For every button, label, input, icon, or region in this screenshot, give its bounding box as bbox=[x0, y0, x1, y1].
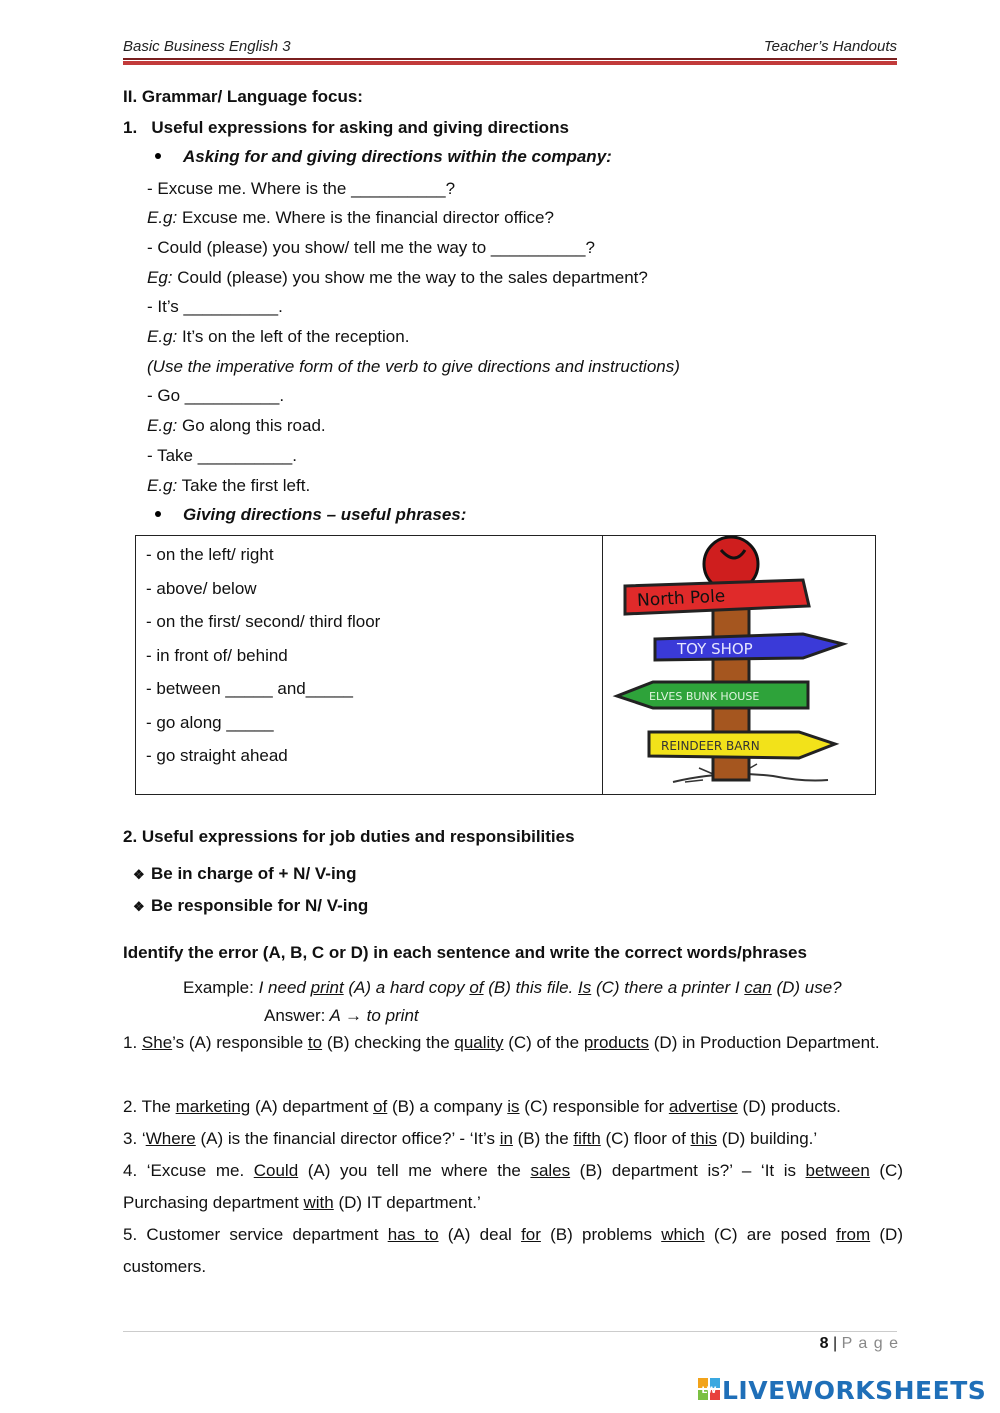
example-line: E.g: Go along this road. bbox=[147, 416, 326, 435]
footer-rule bbox=[123, 1331, 897, 1332]
sign-toy-shop: TOY SHOP bbox=[677, 640, 753, 658]
example-line: E.g: Excuse me. Where is the financial director office? bbox=[147, 208, 554, 227]
exercise-answer: Answer: A → to print bbox=[264, 1006, 419, 1025]
diamond-bullet-icon: ❖ bbox=[133, 867, 145, 882]
phrase-item: - go along _____ bbox=[146, 712, 274, 732]
bullet-dot-icon bbox=[155, 153, 161, 159]
question-1: 1. She’s (A) responsible to (B) checking the quality (C) of the products (D) in Production Department. bbox=[123, 1033, 880, 1052]
question-5: 5. Customer service department has to (A) deal for (B) problems which (C) are posed from (D) customers. bbox=[123, 1225, 903, 1276]
sign-elves-bunk-house: ELVES BUNK HOUSE bbox=[649, 690, 760, 703]
signpost-cell bbox=[603, 536, 876, 795]
subsection-1-title: 1. Useful expressions for asking and giving directions bbox=[123, 118, 569, 137]
expression-line: - Go __________. bbox=[147, 386, 285, 405]
logo-badge-text: LW bbox=[701, 1385, 717, 1396]
phrase-item: - above/ below bbox=[146, 578, 257, 598]
bullet-asking-directions: Asking for and giving directions within the company: bbox=[155, 147, 612, 167]
expression-line: - Take __________. bbox=[147, 446, 297, 465]
expression-line: - Excuse me. Where is the __________? bbox=[147, 179, 456, 198]
logo-badge-icon bbox=[698, 1378, 720, 1400]
phrase-item: - between _____ and_____ bbox=[146, 679, 354, 698]
page-number: 8 | P a g e bbox=[819, 1335, 899, 1352]
header-rule-thick bbox=[123, 61, 897, 65]
subsection-2-title: 2. Useful expressions for job duties and responsibilities bbox=[123, 827, 575, 846]
sign-north-pole: North Pole bbox=[636, 586, 726, 611]
example-line: E.g: It’s on the left of the reception. bbox=[147, 327, 410, 346]
phrase-item: - on the left/ right bbox=[146, 545, 274, 564]
imperative-note: (Use the imperative form of the verb to give directions and instructions) bbox=[147, 357, 680, 376]
duty-item: ❖ Be responsible for N/ V-ing bbox=[133, 895, 368, 918]
diamond-bullet-icon: ❖ bbox=[133, 899, 145, 914]
liveworksheets-logo[interactable] bbox=[698, 1376, 986, 1408]
phrase-item: - on the first/ second/ third floor bbox=[146, 612, 381, 631]
phrase-item: - in front of/ behind bbox=[146, 645, 288, 665]
exercise-instruction: Identify the error (A, B, C or D) in each sentence and write the correct words/phrases bbox=[123, 943, 807, 962]
header-rule bbox=[123, 58, 897, 60]
directions-table bbox=[135, 535, 876, 795]
example-line: E.g: Take the first left. bbox=[147, 476, 311, 495]
exercise-example: Example: I need print (A) a hard copy of (B) this file. Is (C) there a printer I can (D) use? bbox=[183, 978, 842, 997]
expression-line: - It’s __________. bbox=[147, 297, 283, 316]
logo-text: LIVEWORKSHEETS bbox=[722, 1376, 987, 1405]
header-left: Basic Business English 3 bbox=[123, 38, 291, 55]
phrase-item: - go straight ahead bbox=[146, 746, 288, 765]
question-3: 3. ‘Where (A) is the financial director office?’ - ‘It’s in (B) the fifth (C) floor of this (D) building.’ bbox=[123, 1129, 818, 1148]
section-title: II. Grammar/ Language focus: bbox=[123, 87, 363, 106]
header-right: Teacher’s Handouts bbox=[763, 38, 897, 55]
signpost-image bbox=[603, 536, 873, 792]
question-2: 2. The marketing (A) department of (B) a company is (C) responsible for advertise (D) products. bbox=[123, 1097, 841, 1116]
sign-reindeer-barn: REINDEER BARN bbox=[661, 739, 760, 753]
expression-line: - Could (please) you show/ tell me the way to __________? bbox=[147, 238, 595, 257]
question-4: 4. ‘Excuse me. Could (A) you tell me where the sales (B) department is?’ – ‘It is between (C) Purchasing department with (D) IT department.’ bbox=[123, 1161, 903, 1212]
bullet-useful-phrases: Giving directions – useful phrases: bbox=[155, 505, 466, 525]
example-line: Eg: Could (please) you show me the way to the sales department? bbox=[147, 268, 648, 287]
duty-item: ❖ Be in charge of + N/ V-ing bbox=[133, 863, 356, 886]
phrases-cell bbox=[136, 536, 603, 795]
bullet-dot-icon bbox=[155, 511, 161, 517]
